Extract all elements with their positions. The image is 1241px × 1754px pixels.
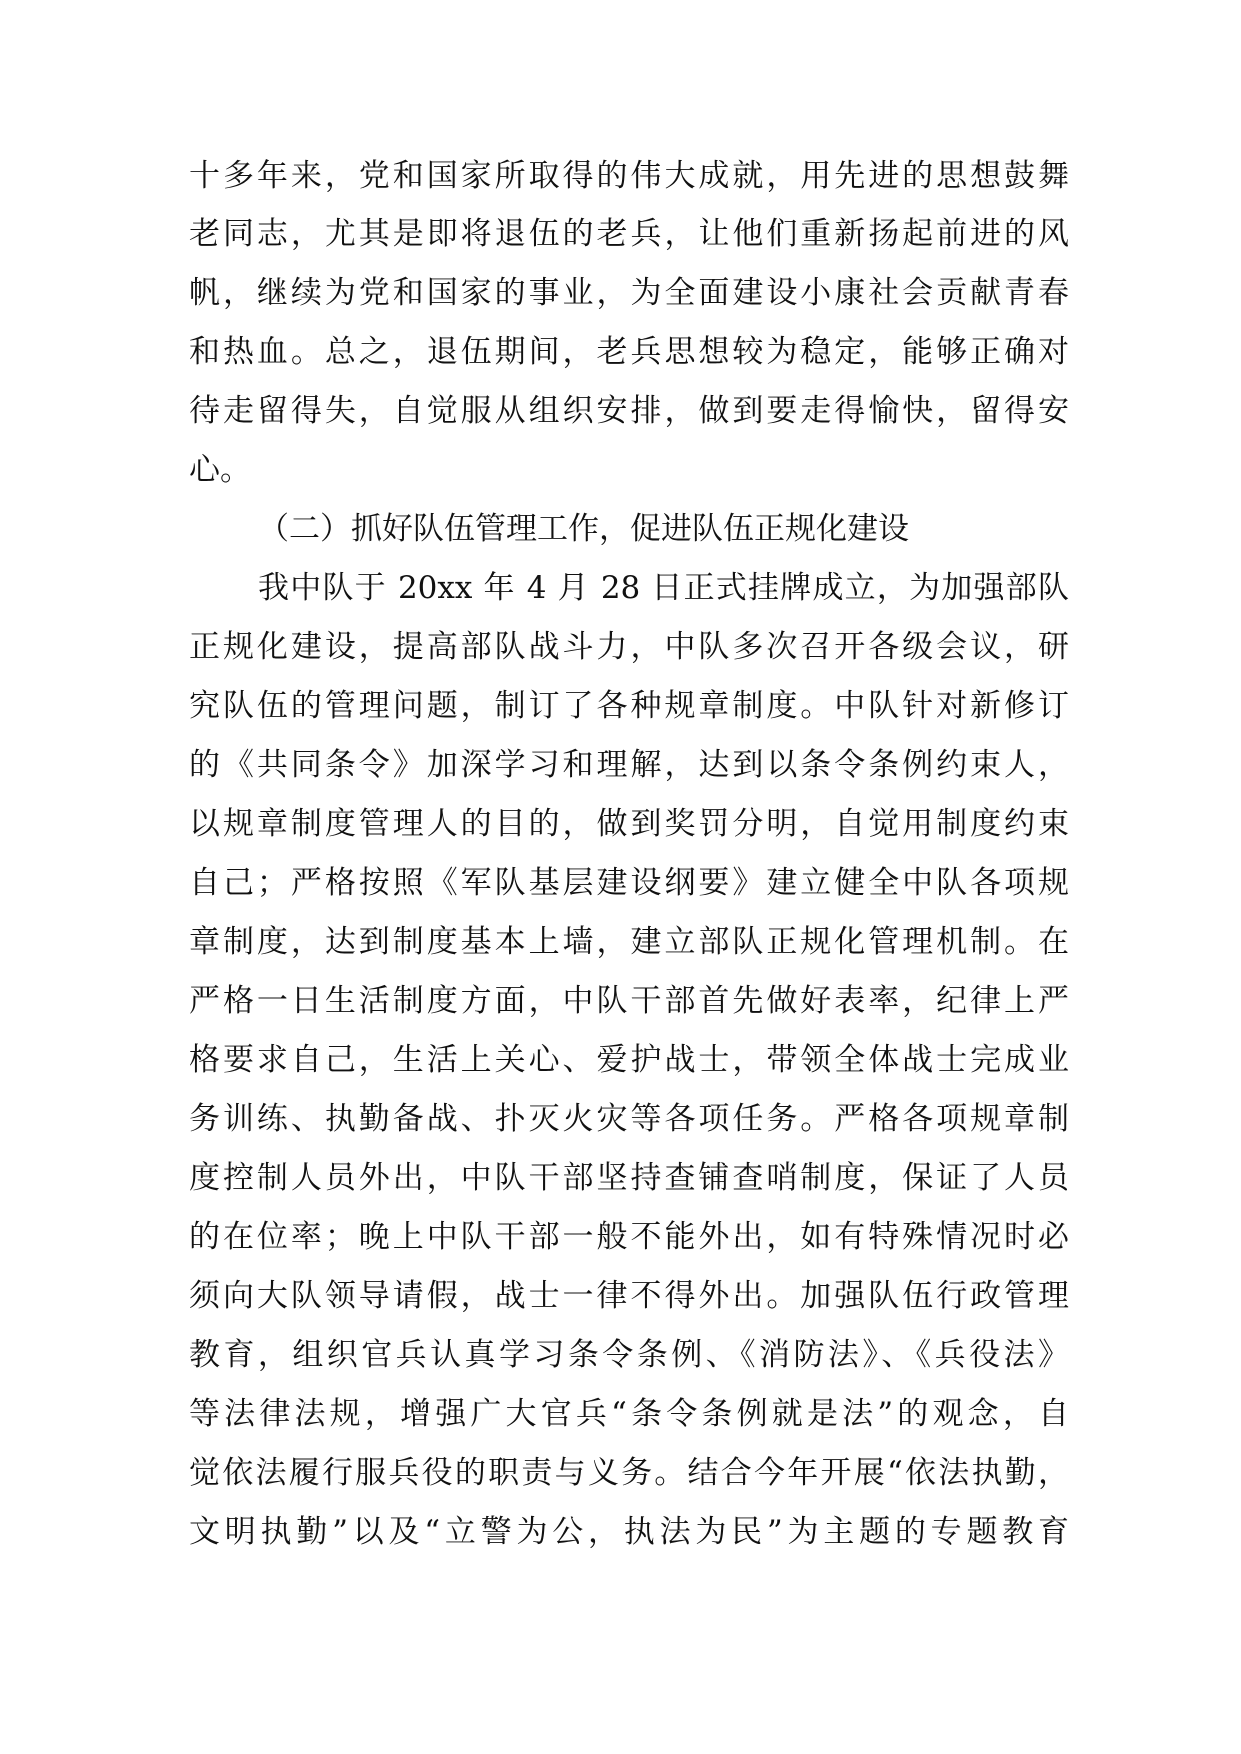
paragraph-line: 自己；严格按照《军队基层建设纲要》建立健全中队各项规 [189, 865, 1069, 901]
paragraph-line: 等法律法规，增强广大官兵“条令条例就是法”的观念，自 [189, 1396, 1069, 1432]
paragraph-line: 帆，继续为党和国家的事业，为全面建设小康社会贡献青春 [189, 275, 1069, 311]
paragraph-line: 我中队于 20xx 年 4 月 28 日正式挂牌成立，为加强部队 [258, 570, 1069, 606]
paragraph-line: 的在位率；晚上中队干部一般不能外出，如有特殊情况时必 [189, 1219, 1069, 1255]
paragraph-line: 正规化建设，提高部队战斗力，中队多次召开各级会议，研 [189, 629, 1069, 665]
paragraph-line: 文明执勤”以及“立警为公，执法为民”为主题的专题教育 [189, 1514, 1069, 1550]
paragraph-line: 格要求自己，生活上关心、爱护战士，带领全体战士完成业 [189, 1042, 1069, 1078]
section-heading: （二）抓好队伍管理工作，促进队伍正规化建设 [258, 511, 909, 547]
paragraph-line: 十多年来，党和国家所取得的伟大成就，用先进的思想鼓舞 [189, 158, 1069, 194]
paragraph-line: 觉依法履行服兵役的职责与义务。结合今年开展“依法执勤， [189, 1455, 1069, 1491]
paragraph-line: 以规章制度管理人的目的，做到奖罚分明，自觉用制度约束 [189, 806, 1069, 842]
paragraph-line: 须向大队领导请假，战士一律不得外出。加强队伍行政管理 [189, 1278, 1069, 1314]
paragraph-line: 严格一日生活制度方面，中队干部首先做好表率，纪律上严 [189, 983, 1069, 1019]
paragraph-line: 的《共同条令》加深学习和理解，达到以条令条例约束人， [189, 747, 1069, 783]
paragraph-line: 务训练、执勤备战、扑灭火灾等各项任务。严格各项规章制 [189, 1101, 1069, 1137]
paragraph-line: 和热血。总之，退伍期间，老兵思想较为稳定，能够正确对 [189, 334, 1069, 370]
paragraph-line: 心。 [189, 452, 251, 488]
paragraph-line: 究队伍的管理问题，制订了各种规章制度。中队针对新修订 [189, 688, 1069, 724]
paragraph-line: 老同志，尤其是即将退伍的老兵，让他们重新扬起前进的风 [189, 216, 1069, 252]
paragraph-line: 待走留得失，自觉服从组织安排，做到要走得愉快，留得安 [189, 393, 1069, 429]
paragraph-line: 章制度，达到制度基本上墙，建立部队正规化管理机制。在 [189, 924, 1069, 960]
paragraph-line: 教育，组织官兵认真学习条令条例、《消防法》、《兵役法》 [189, 1337, 1069, 1373]
paragraph-line: 度控制人员外出，中队干部坚持查铺查哨制度，保证了人员 [189, 1160, 1069, 1196]
